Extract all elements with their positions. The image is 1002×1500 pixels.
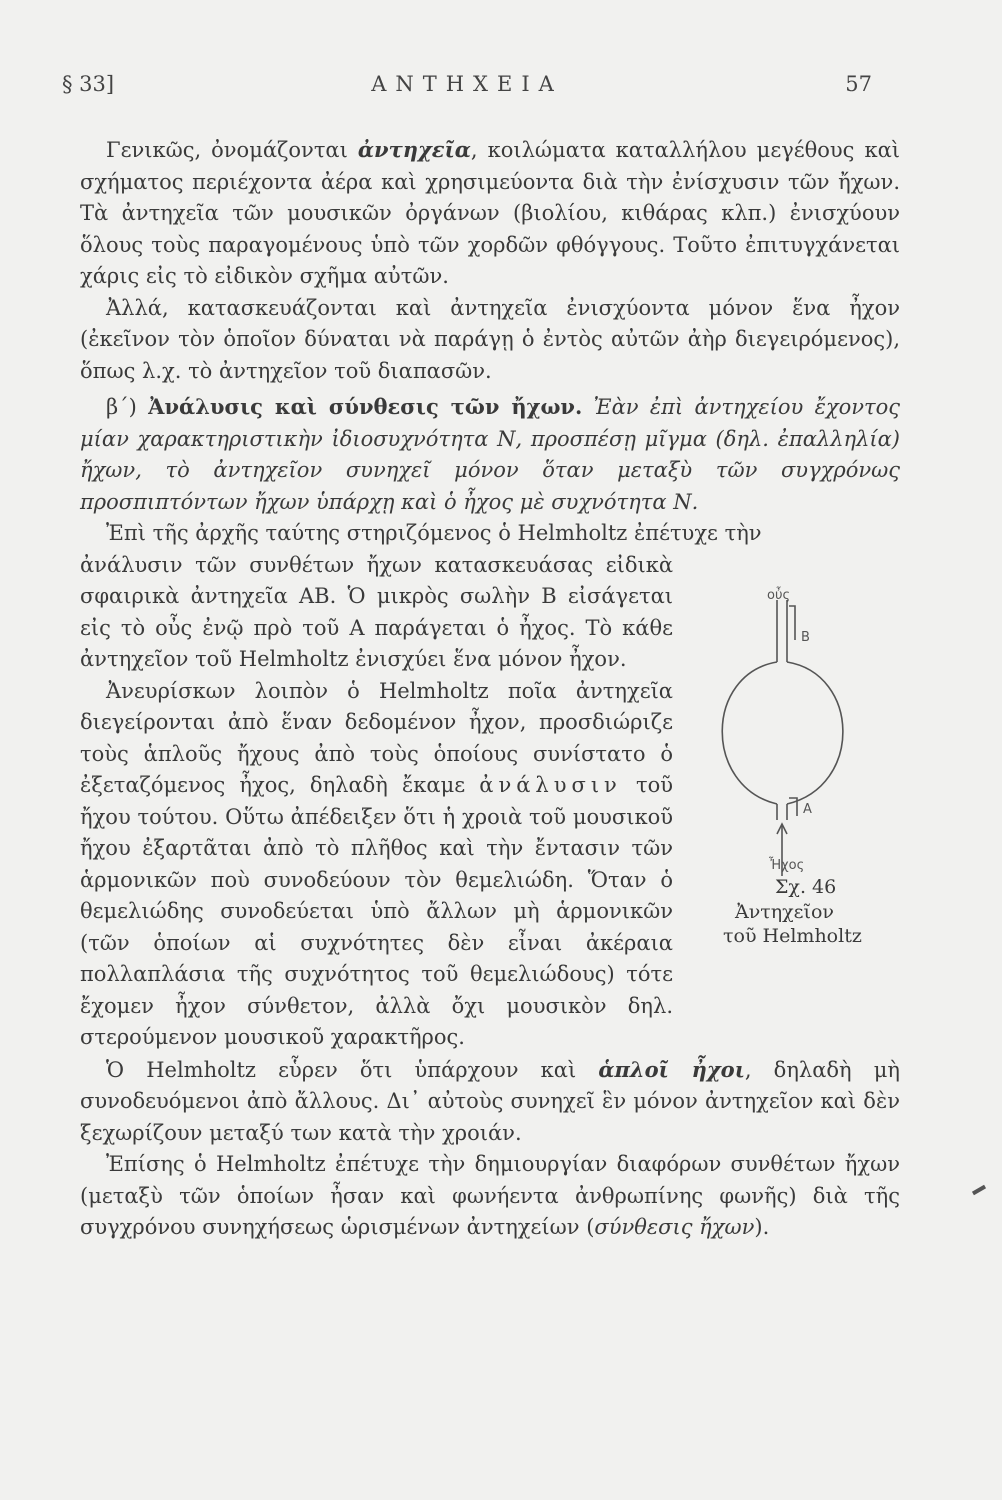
paragraph-synthesis: Ἐπίσης ὁ Helmholtz ἐπέτυχε τὴν δημιουργίαν διαφόρων συνθέτων ἤχων (μεταξὺ τῶν ὁποίων ἦσαν καὶ φωνήεντα ἀνθρωπίνης φωνῆς) διὰ τῆς συγχρόνου συνηχήσεως ὡρισμένων ἀντηχείων (σύνθεσις ἤχων). [80,1152,900,1239]
term-antiheia: ἀντηχεῖα [357,137,471,162]
label-sound: Ἦχος [769,857,805,873]
label-ear: οὖς [767,587,791,603]
figure-helmholtz-resonator [685,554,920,1046]
body-text [80,134,900,1244]
figure-number: Σχ. 46 [775,875,837,898]
page-number: 57 [845,72,872,96]
figure-caption-line2: τοῦ Helmholtz [723,924,862,947]
paragraph-single-tone: Ἀλλά, κατασκευάζονται καὶ ἀντηχεῖα ἐνισχύοντα μόνον ἕνα ἦχον (ἐκεῖνον τὸν ὁποῖον δύναται νὰ παράγῃ ὁ ἐντὸς αὐτῶν ἀὴρ διεγειρόμενος), ὅπως λ.χ. τὸ ἀντηχεῖον τοῦ διαπασῶν. [80,295,900,383]
sphere-left [722,662,777,804]
margin-mark [972,1185,986,1195]
page-header [62,72,872,104]
term-synthesis: σύνθεσις ἤχων [594,1215,755,1239]
paragraph-simple-tones: Ὁ Helmholtz εὗρεν ὅτι ὑπάρχουν καὶ ἁπλοῖ ἦχοι, δηλαδὴ μὴ συνοδευόμενοι ἀπὸ ἄλλους. Δι᾽ αὐτοὺς συνηχεῖ ἓν μόνον ἀντηχεῖον καὶ δὲν ξεχωρίζουν μεταξύ των κατὰ τὴν χροιάν. [80,1056,901,1145]
sphere-right [787,662,843,804]
running-title: ΑΝΤΗΧΕΙΑ [371,72,563,96]
paragraph-timbre: Ἀνευρίσκων λοιπὸν ὁ Helmholtz ποῖα ἀντηχεῖα διεγείρονται ἀπὸ ἕναν δεδομένον ἦχον, προσδιώριζε τοὺς ἁπλοῦς ἤχους ἀπὸ τοὺς ὁποίους συνίστατο ὁ ἐξεταζόμενος ἦχος, δηλαδὴ ἔκαμε ἀνάλυσιν τοῦ ἤχου τούτου. Οὕτω ἀπέδειξεν ὅτι ἡ χροιὰ τοῦ μουσικοῦ ἤχου ἐξαρτᾶται ἀπὸ τὸ πλῆθος καὶ τὴν ἔντασιν τῶν ἁρμονικῶν ποὺ συνοδεύουν τὸν θεμελιώδη. Ὅταν ὁ θεμελιώδης συνοδεύεται ὑπὸ ἄλλων μὴ ἁρμονικῶν (τῶν ὁποίων αἱ συχνότητες δὲν εἶναι ἀκέραια πολλαπλάσια τῆς συχνότητος τοῦ θεμελιώδους) τότε ἔχομεν ἦχον σύνθετον, ἀλλὰ ὄχι μουσικὸν δηλ. στερούμενον μουσικοῦ χαρακτῆρος. [80,678,674,1049]
section-heading: Ἀνάλυσις καὶ σύνθεσις τῶν ἤχων. [148,394,583,419]
term-simple-tones: ἁπλοῖ ἦχοι [598,1056,745,1082]
paragraph-analysis: β΄) Ἀνάλυσις καὶ σύνθεσις τῶν ἤχων. Ἐὰν ἐπὶ ἀντηχείου ἔχοντος μίαν χαρακτηριστικὴν ἰδιοσυχνότητα Ν, προσπέσῃ μῖγμα (δηλ. ἐπαλληλία) ἤχων, τὸ ἀντηχεῖον συνηχεῖ μόνον ὅταν μεταξὺ τῶν συγχρόνως προσπιπτόντων ἤχων ὑπάρχῃ καὶ ὁ ἦχος μὲ συχνότητα Ν. [80,394,901,514]
section-number: § 33] [62,72,115,96]
figure-caption-line1: Ἀντηχεῖον [735,900,834,923]
label-b: Β [801,629,810,645]
term-analysis: ἀνάλυσιν [479,773,622,797]
paragraph-helmholtz-resonators: ἀνάλυσιν τῶν συνθέτων ἤχων κατασκευάσας εἰδικὰ σφαιρικὰ ἀντηχεῖα ΑΒ. Ὁ μικρὸς σωλὴν Β εἰσάγεται εἰς τὸ οὖς ἐνῷ πρὸ τοῦ Α παράγεται ὁ ἦχος. Τὸ κάθε ἀντηχεῖον τοῦ Helmholtz ἐνισχύει ἕνα μόνον ἦχον. [80,552,673,671]
label-a: Α [803,801,812,817]
paragraph-helmholtz-line: Ἐπὶ τῆς ἀρχῆς ταύτης στηριζόμενος ὁ Helmholtz ἐπέτυχε τὴν [106,521,762,545]
paragraph-definition: Γενικῶς, ὀνομάζονται ἀντηχεῖα, κοιλώματα καταλλήλου μεγέθους καὶ σχήματος περιέχοντα ἀέρα καὶ χρησιμεύοντα διὰ τὴν ἐνίσχυσιν τῶν ἤχων. Τὰ ἀντηχεῖα τῶν μουσικῶν ὀργάνων (βιολίου, κιθάρας κλπ.) ἐνισχύουν ὅλους τοὺς παραγομένους ὑπὸ τῶν χορδῶν φθόγγους. Τοῦτο ἐπιτυγχάνεται χάρις εἰς τὸ εἰδικὸν σχῆμα αὐτῶν. [80,137,900,288]
